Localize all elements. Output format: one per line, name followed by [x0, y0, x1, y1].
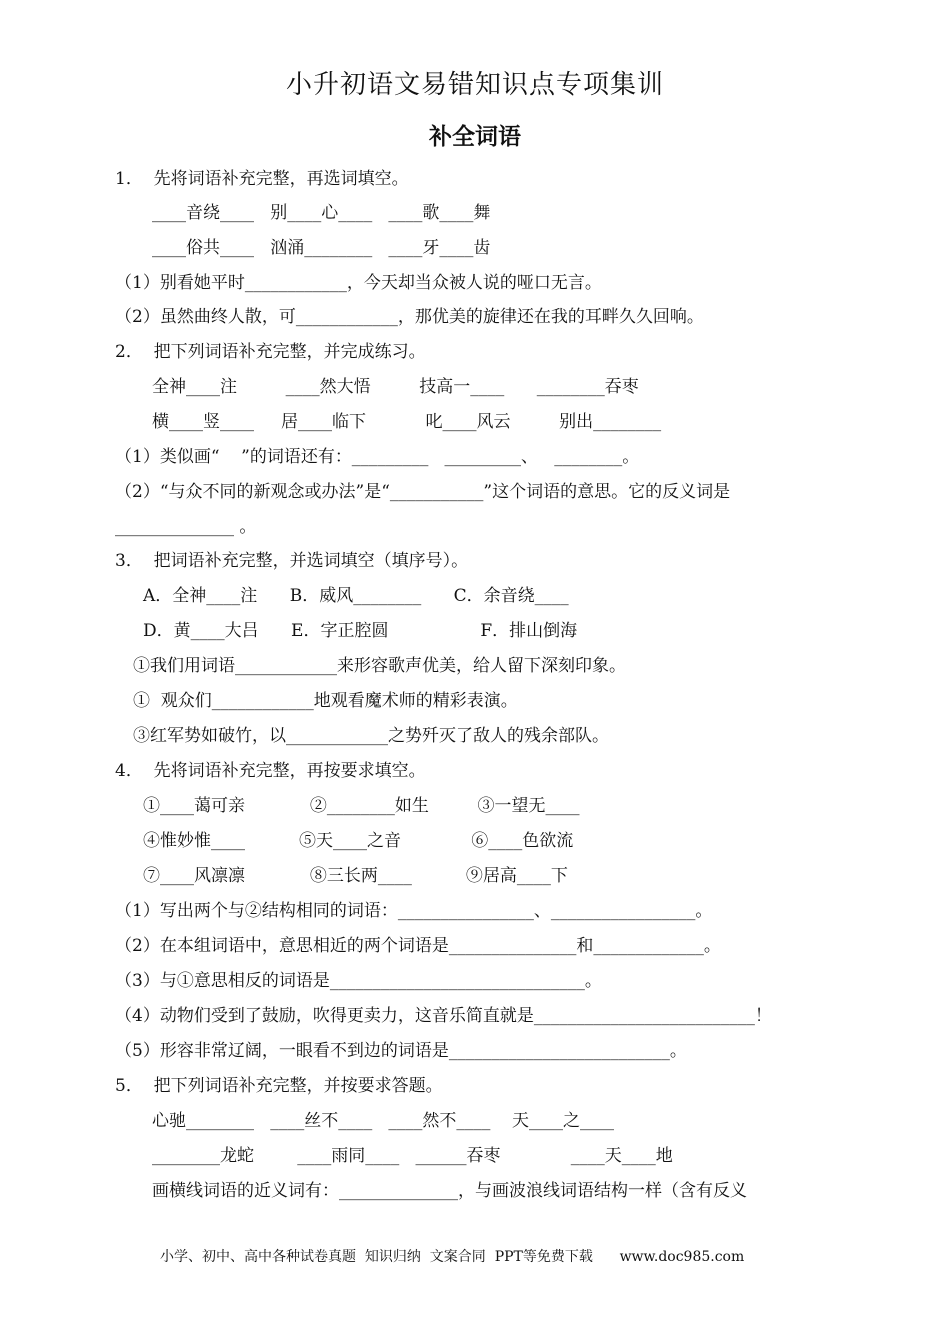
question-3-heading: 3． 把词语补充完整，并选词填空（填序号）。: [115, 551, 469, 571]
question-2-words-row-2: 横____竖____ 居____临下 叱____风云 别出________: [152, 412, 662, 432]
page-subtitle: 补全词语: [429, 124, 521, 150]
question-5-words-row-1: 心驰________ ____丝不____ ____然不____ 天____之____: [152, 1111, 615, 1131]
question-2-item-2: （2）“与众不同的新观念或办法”是“___________”这个词语的意思。它的反义词是: [115, 482, 731, 502]
question-2-words-row-1: 全神____注 ____然大悟 技高一____ ________吞枣: [152, 377, 639, 397]
page-title: 小升初语文易错知识点专项集训: [285, 70, 664, 100]
page-footer: 小学、初中、高中各种试卷真题 知识归纳 文案合同 PPT等免费下载 www.doc985.com: [160, 1249, 745, 1265]
question-5-item-1: 画横线词语的近义词有：______________，与画波浪线词语结构一样（含有反义: [152, 1181, 747, 1201]
question-4-heading: 4． 先将词语补充完整，再按要求填空。: [115, 761, 426, 781]
question-1-words-row-2: ____俗共____ 汹涌________ ____牙____齿: [152, 238, 491, 258]
question-2-item-2-continued: ______________ 。: [115, 517, 257, 537]
question-4-item-5: （5）形容非常辽阔，一眼看不到边的词语是__________________________。: [115, 1041, 687, 1061]
question-4-item-2: （2）在本组词语中，意思相近的两个词语是_______________和_____________。: [115, 936, 721, 956]
question-1-heading: 1． 先将词语补充完整，再选词填空。: [115, 169, 409, 189]
question-4-item-3: （3）与①意思相反的词语是______________________________。: [115, 971, 602, 991]
question-1-item-2: （2）虽然曲终人散，可____________，那优美的旋律还在我的耳畔久久回响。: [115, 307, 704, 327]
question-3-item-1: ①我们用词语____________来形容歌声优美，给人留下深刻印象。: [133, 656, 626, 676]
question-3-item-2: ① 观众们____________地观看魔术师的精彩表演。: [133, 691, 518, 711]
question-5-heading: 5． 把下列词语补充完整，并按要求答题。: [115, 1076, 443, 1096]
question-4-words-row-3: ⑦____风凛凛 ⑧三长两____ ⑨居高____下: [143, 866, 568, 886]
question-3-options-row-2: D．黄____大吕 E．字正腔圆 F．排山倒海: [143, 621, 578, 641]
question-4-words-row-1: ①____蔼可亲 ②________如生 ③一望无____: [143, 796, 580, 816]
question-3-options-row-1: A．全神____注 B．威风________ C．余音绕____: [143, 586, 569, 606]
question-1-item-1: （1）别看她平时____________，今天却当众被人说的哑口无言。: [115, 273, 602, 293]
question-2-item-1: （1）类似画“ ”的词语还有：_________ _________、 ________。: [115, 447, 640, 467]
question-4-item-1: （1）写出两个与②结构相同的词语：________________、_________________。: [115, 901, 713, 921]
question-2-heading: 2． 把下列词语补充完整，并完成练习。: [115, 342, 426, 362]
question-3-item-3: ③红军势如破竹，以____________之势歼灭了敌人的残余部队。: [133, 726, 609, 746]
question-4-words-row-2: ④惟妙惟____ ⑤天____之音 ⑥____色欲流: [143, 831, 574, 851]
question-5-words-row-2: ________龙蛇 ____雨同____ ______吞枣 ____天____地: [152, 1146, 673, 1166]
question-4-item-4: （4）动物们受到了鼓励，吹得更卖力，这音乐简直就是__________________________！: [115, 1006, 772, 1026]
question-1-words-row-1: ____音绕____ 别____心____ ____歌____舞: [152, 203, 491, 223]
